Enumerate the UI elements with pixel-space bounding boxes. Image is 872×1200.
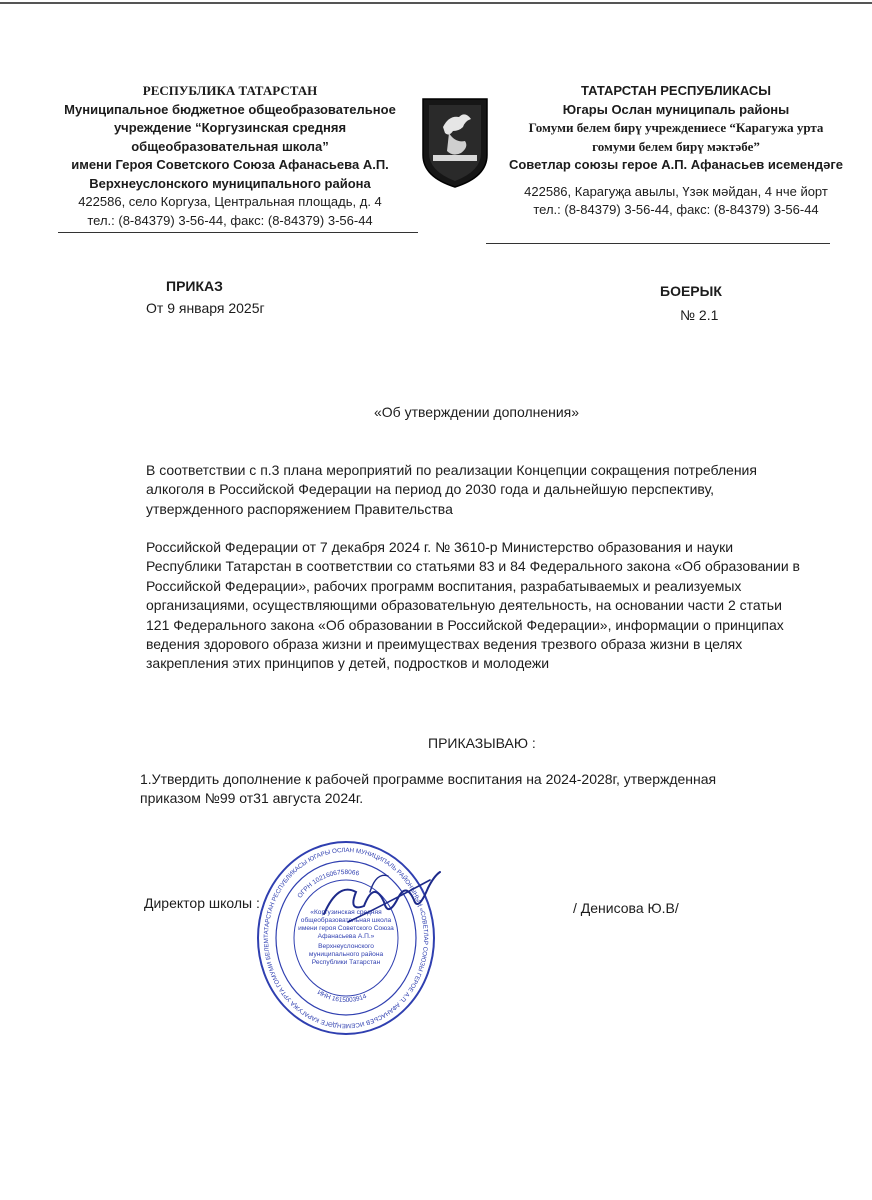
seal-center-line: Верхнеуслонского	[318, 943, 374, 950]
directive-item-1	[140, 770, 800, 809]
header-left-republic: РЕСПУБЛИКА ТАТАРСТАН	[142, 83, 318, 98]
directive-heading: ПРИКАЗЫВАЮ :	[428, 735, 536, 751]
header-right-org-line2: Гомуми белем бирү учреждениесе “Карагужа урта	[528, 120, 824, 135]
body-line: организациями, осуществляющими образовательную деятельность, на основании части 2 статьи	[146, 597, 782, 614]
header-right	[486, 82, 866, 220]
header-left-org-line1: Муниципальное бюджетное общеобразовательное	[64, 101, 396, 117]
body-line: 121 Федерального закона «Об образовании в Российской Федерации», информации о принципах	[146, 616, 784, 633]
body-line: В соответствии с п.3 плана мероприятий по реализации Концепции сокращения потребления	[146, 462, 757, 478]
signature-name: / Денисова Ю.В/	[573, 900, 679, 916]
header-right-republic: ТАТАРСТАН РЕСПУБЛИКАСЫ	[580, 83, 772, 98]
signature-scribble	[318, 862, 448, 942]
order-title-tt: БОЕРЫК	[660, 283, 722, 299]
seal-center-line: Республики Татарстан	[311, 959, 381, 966]
header-left-org-line5: Верхнеуслонского муниципального района	[89, 175, 371, 191]
header-left	[40, 82, 420, 230]
seal-center-line: Афанасьева А.П.»	[317, 933, 375, 940]
header-right-phone: тел.: (8-84379) 3-56-44, факс: (8-84379) 3-56-44	[533, 202, 819, 217]
seal-ogrn: ОГРН 1021606758066	[296, 868, 360, 900]
header-left-phone: тел.: (8-84379) 3-56-44, факс: (8-84379) 3-56-44	[87, 212, 373, 228]
scan-top-edge	[0, 2, 872, 4]
body-line: Российской Федерации», рабочих программ воспитания, разрабатываемых и реализуемых	[146, 577, 742, 594]
header-left-org-line4: имени Героя Советского Союза Афанасьева А.П.	[71, 157, 389, 172]
header-left-org-line3: общеобразовательная школа”	[131, 138, 329, 154]
header-right-org-line4: Советлар союзы герое А.П. Афанасьев исемендәге	[508, 157, 844, 172]
header-right-address: 422586, Карагуҗа авылы, Үзәк мәйдан, 4 нче йорт	[524, 183, 828, 199]
order-date: От 9 января 2025г	[146, 300, 265, 316]
body-paragraph-1	[146, 461, 806, 519]
order-number: № 2.1	[680, 307, 719, 323]
directive-line: 1.Утвердить дополнение к рабочей программе воспитания на 2024-2028г, утвержденная	[140, 771, 717, 787]
body-line: закрепления этих принципов у детей, подростков и молодежи	[146, 655, 550, 672]
emblem-icon	[419, 97, 491, 189]
seal-center-line: общеобразовательная школа	[300, 917, 392, 924]
body-paragraph-2	[146, 538, 806, 674]
header-left-org-line2: учреждение “Коргузинская средняя	[113, 120, 347, 135]
handwritten-signature	[318, 862, 448, 942]
body-line: Российской Федерации от 7 декабря 2024 г. № 3610-р Министерство образования и науки	[146, 539, 734, 555]
order-subject: «Об утверждении дополнения»	[374, 404, 580, 420]
seal-center-line: муниципального района	[308, 951, 384, 958]
signature-role: Директор школы :	[144, 895, 260, 911]
header-right-org-line3: гомуми белем бирү мәктәбе”	[592, 138, 760, 154]
seal-outer-text: ТАТАРСТАН РЕСПУБЛИКАСЫ ЮГАРЫ ОСЛАН МУНИЦИПАЛЬ РАЙОНЫНЫҢ «СОВЕТЛАР СОЮЗЫ ГЕРОЕ А.П. АФАНАСЬЕВ ИСЕМЕНДӘГЕ КАРАГУҖА УРТА ГОМУМИ БЕЛЕМ	[262, 846, 430, 1030]
header-left-rule	[58, 232, 418, 233]
body-line: Республики Татарстан в соответствии со статьями 83 и 84 Федерального закона «Об образовании в	[146, 558, 800, 575]
body-line: утвержденного распоряжением Правительства	[146, 500, 453, 517]
body-line: алкоголя в Российской Федерации на период до 2030 года и дальнейшую перспективу,	[146, 481, 715, 498]
seal-center-line: имени героя Советского Союза	[298, 925, 394, 932]
order-title-ru: ПРИКАЗ	[166, 278, 223, 294]
coat-of-arms-emblem	[419, 97, 491, 189]
seal-inn: ИНН 1615003914	[316, 989, 368, 1005]
seal-center-line: «Коргузинская средняя	[310, 909, 382, 916]
header-right-rule	[486, 243, 830, 244]
header-left-address: 422586, село Коргуза, Центральная площадь, д. 4	[78, 194, 382, 209]
body-line: ведения здорового образа жизни и преимуществах ведения трезвого образа жизни в целях	[146, 636, 743, 653]
directive-line: приказом №99 от31 августа 2024г.	[140, 790, 364, 807]
header-right-org-line1: Югары Ослан муниципаль районы	[562, 101, 790, 117]
